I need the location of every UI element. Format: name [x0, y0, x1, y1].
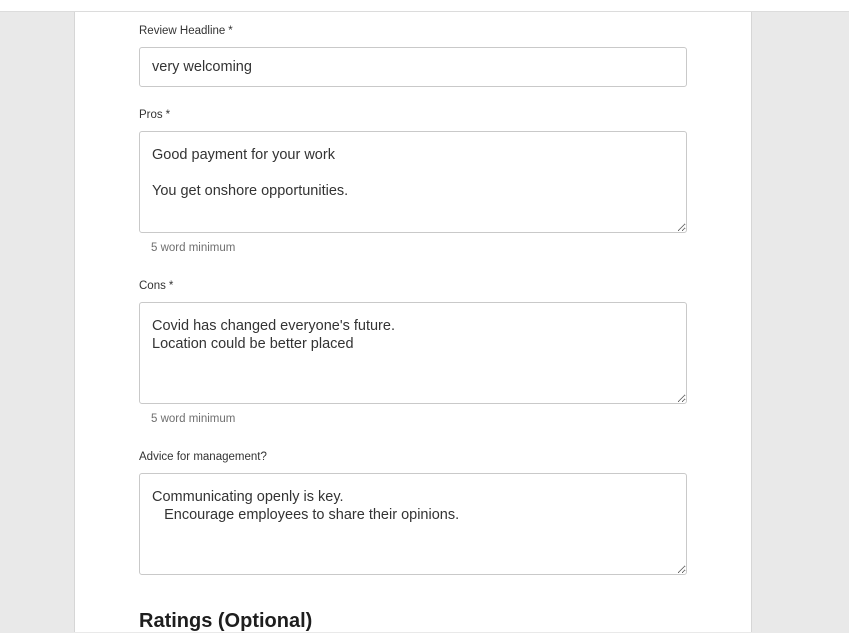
- review-form-panel: [74, 12, 752, 632]
- headline-input[interactable]: [139, 47, 687, 87]
- pros-hint: 5 word minimum: [151, 242, 236, 254]
- advice-label-text: Advice for management?: [139, 451, 267, 463]
- cons-label-text: Cons: [139, 280, 166, 292]
- cons-label: [139, 279, 173, 293]
- headline-required-mark: *: [228, 25, 233, 37]
- pros-textarea[interactable]: [139, 131, 687, 233]
- cons-textarea[interactable]: [139, 302, 687, 404]
- cons-hint: 5 word minimum: [151, 413, 236, 425]
- pros-label: [139, 108, 170, 122]
- ratings-section-title: Ratings (Optional): [139, 610, 313, 632]
- advice-textarea[interactable]: [139, 473, 687, 575]
- pros-required-mark: *: [165, 109, 171, 121]
- top-bar: [0, 0, 849, 12]
- cons-required-mark: *: [168, 280, 174, 292]
- advice-label: [139, 450, 267, 464]
- headline-label: [139, 24, 233, 38]
- pros-label-text: Pros: [139, 109, 163, 121]
- headline-label-text: Review Headline: [139, 25, 226, 37]
